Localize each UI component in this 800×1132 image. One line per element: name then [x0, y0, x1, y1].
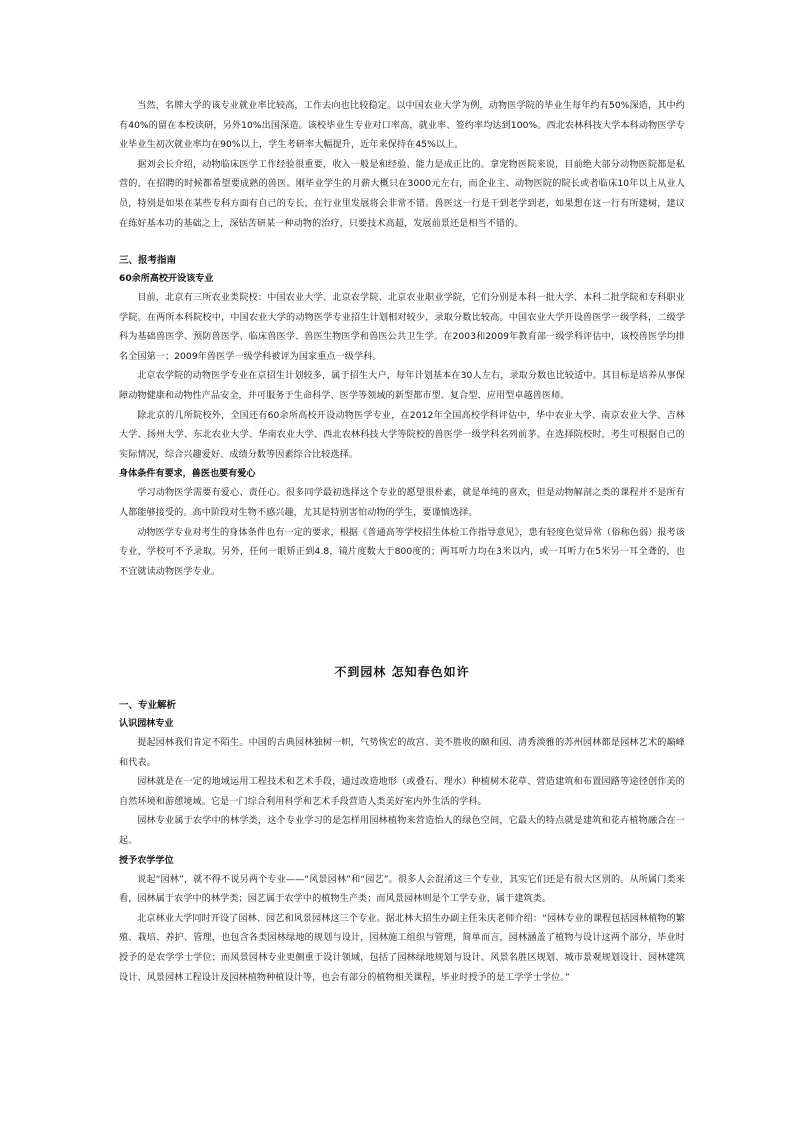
paragraph: 北京林业大学同时开设了园林、园艺和风景园林这三个专业。据北林大招生办副主任朱庆老师介绍：“园林专业的课程包括园林植物的繁殖、栽培、养护、管理，也包含各类园林绿地的规划与设计，园林施工组织与管理，简单而言，园林涵盖了植物与设计这两个部分，毕业时授予的是农学学士学位；而风景园林专业更侧重于设计领域，包括了园林绿地规划与设计、风景名胜区规划、城市景观规划设计、园林建筑设计、风景园林工程设计及园林植物种植设计等，也会有部分的植物相关课程，毕业时授予的是工学学士学位。” — [119, 913, 685, 983]
subsection-heading: 身体条件有要求，兽医也要有爱心 — [119, 469, 256, 480]
subsection-heading: 60余所高校开设该专业 — [119, 274, 214, 284]
subsection-heading: 认识园林专业 — [119, 719, 174, 729]
paragraph: 学习动物医学需要有爱心、责任心。很多同学最初选择这个专业的愿望很朴素，就是单纯的喜欢，但是动物解剖之类的课程并不是所有人都能够接受的。高中阶段对生物不感兴趣，尤其是特别害怕动物的学生，要谨慎选择。 — [119, 488, 685, 518]
paragraph: 除北京的几所院校外，全国还有60余所高校开设动物医学专业，在2012年全国高校学科评估中，华中农业大学、南京农业大学、吉林大学、扬州大学、东北农业大学、华南农业大学、西北农林科技大学等院校的兽医学一级学科名列前茅。在选择院校时，考生可根据自己的实际情况，综合兴趣爱好、成绩分数等因素综合比较选择。 — [119, 410, 685, 460]
article-title: 不到园林 怎知春色如许 — [334, 665, 470, 679]
paragraph: 提起园林我们肯定不陌生。中国的古典园林独树一帜，气势恢宏的故宫、美不胜收的颐和园、清秀淡雅的苏州园林都是园林艺术的巅峰和代表。 — [119, 738, 685, 768]
paragraph: 目前，北京有三所农业类院校：中国农业大学、北京农学院、北京农业职业学院，它们分别是本科一批大学、本科二批学院和专科职业学院。在两所本科院校中，中国农业大学的动物医学专业招生计划相对较少，录取分数比较高。中国农业大学开设兽医学一级学科，二级学科为基础兽医学、预防兽医学、临床兽医学、兽医生物医学和兽医公共卫生学。在2003和2009年教育部一级学科评估中，该校兽医学均排名全国第一；2009年兽医学一级学科被评为国家重点一级学科。 — [119, 293, 685, 362]
subsection-heading: 授予农学学位 — [119, 855, 174, 866]
section-major-analysis — [119, 696, 685, 988]
section-heading: 三、报考指南 — [119, 255, 177, 266]
paragraph: 园林专业属于农学中的林学类，这个专业学习的是怎样用园林植物来营造怡人的绿色空间，它最大的特点就是建筑和花卉植物融合在一起。 — [119, 816, 685, 846]
paragraph: 说起“园林”，就不得不说另两个专业——“风景园林”和“园艺”。很多人会混淆这三个专业，其实它们还是有很大区别的。从所属门类来看，园林属于农学中的林学类；园艺属于农学中的植物生产类；而风景园林则是个工学专业，属于建筑类。 — [119, 874, 685, 905]
section-heading: 一、专业解析 — [119, 700, 177, 711]
section-application-guide — [119, 251, 685, 582]
paragraph: 当然，名牌大学的该专业就业率比较高，工作去向也比较稳定。以中国农业大学为例，动物医学院的毕业生每年约有50%深造，其中约有40%的留在本校读研，另外10%出国深造。该校毕业生专业对口率高，就业率、签约率均达到100%。西北农林科技大学本科动物医学专业毕业生初次就业率均在90%以上，学生考研率大幅提升，近年来保持在45%以上。 — [119, 101, 685, 151]
article-title-block — [119, 662, 685, 682]
paragraph: 园林就是在一定的地域运用工程技术和艺术手段，通过改造地形（或叠石、理水）种植树木花草、营造建筑和布置园路等途径创作美的自然环境和游憩境域。它是一门综合利用科学和艺术手段营造人类美好室内外生活的学科。 — [119, 777, 685, 807]
paragraph: 据刘会长介绍，动物临床医学工作经验很重要，收入一般是和经验、能力是成正比的。拿宠物医院来说，目前绝大部分动物医院都是私营的，在招聘的时候都希望要成熟的兽医。刚毕业学生的月薪大概只在3000元左右，而企业主、动物医院的院长或者临床10年以上从业人员，特别是如果在某些专科方面有自己的专长，在行业里发展将会非常不错。兽医这一行是干到老学到老，如果想在这一行有所建树，建议在练好基本功的基础之上，深钻苦研某一种动物的治疗，只要技术高超，发展前景还是相当不错的。 — [119, 159, 685, 229]
section-employment — [119, 97, 685, 234]
paragraph: 北京农学院的动物医学专业在京招生计划较多，属于招生大户，每年计划基本在30人左右，录取分数也比较适中。其目标是培养从事保障动物健康和动物性产品安全，并可服务于生命科学、医学等领域的新型都市型、复合型、应用型卓越兽医师。 — [119, 371, 685, 401]
paragraph: 动物医学专业对考生的身体条件也有一定的要求，根据《普通高等学校招生体检工作指导意见》，患有轻度色觉异常（俗称色弱）报考该专业，学校可不予录取。另外，任何一眼矫正到4.8，镜片度数大于800度的；两耳听力均在3米以内，或一耳听力在5米另一耳全聋的，也不宜就读动物医学专业。 — [119, 527, 685, 577]
